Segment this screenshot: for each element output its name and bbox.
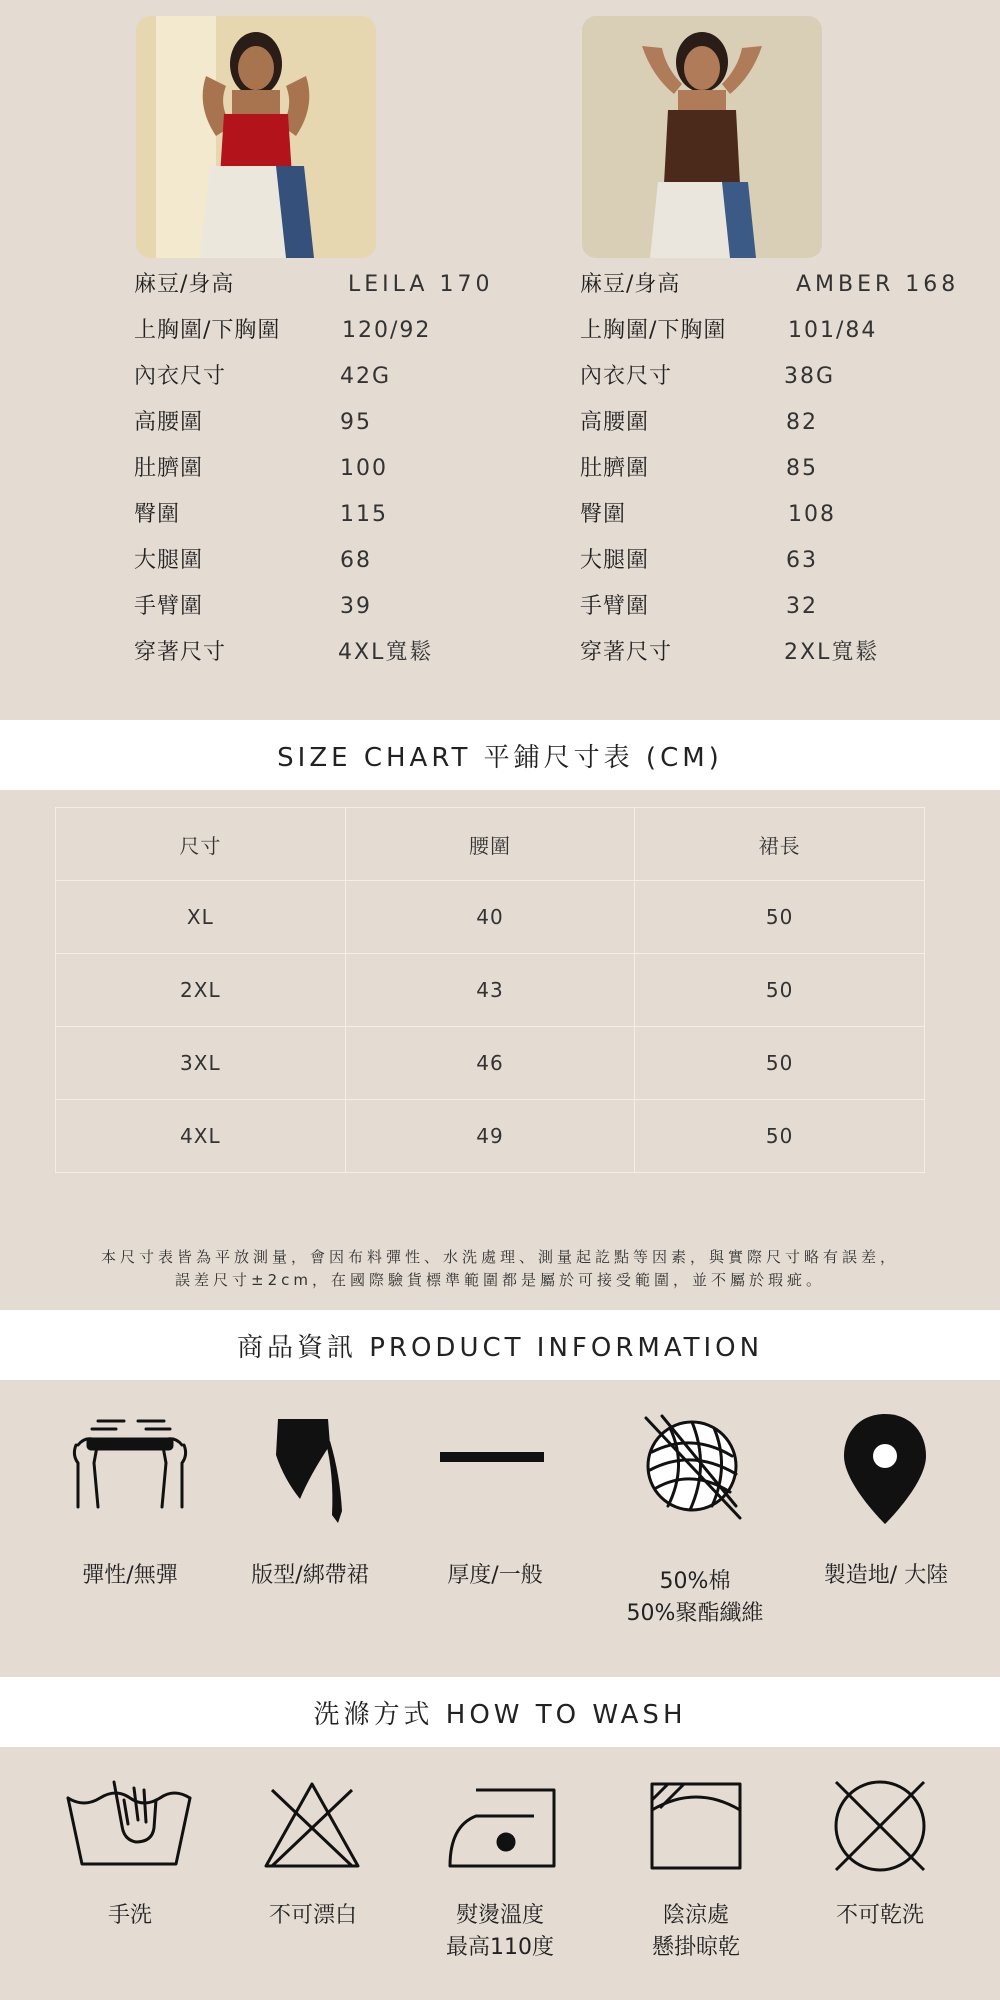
measurement-label: 上胸圍/下胸圍 bbox=[134, 318, 281, 343]
iron-icon bbox=[446, 1786, 558, 1870]
table-cell: 40 bbox=[345, 881, 635, 954]
measurement-label: 內衣尺寸 bbox=[580, 364, 673, 389]
no-dry-clean-icon bbox=[830, 1778, 930, 1874]
measurement-label: 穿著尺寸 bbox=[134, 640, 227, 665]
measurement-label: 臀圍 bbox=[580, 502, 627, 527]
measurement-label: 肚臍圍 bbox=[580, 456, 650, 481]
wash-caption bbox=[30, 1900, 230, 1932]
table-cell: 50 bbox=[635, 1100, 925, 1173]
measurement-label: 手臂圍 bbox=[134, 594, 204, 619]
measurement-value: 100 bbox=[340, 456, 388, 481]
measurement-label: 大腿圍 bbox=[580, 548, 650, 573]
caption-line: 50%聚酯纖維 bbox=[626, 1601, 764, 1626]
caption-line: 彈性/無彈 bbox=[82, 1563, 178, 1588]
model-photo-amber bbox=[582, 16, 822, 258]
measurement-value: 115 bbox=[340, 502, 388, 527]
measurement-value: 2XL寬鬆 bbox=[784, 640, 880, 665]
hand-wash-icon bbox=[64, 1780, 194, 1866]
product-info-caption bbox=[395, 1560, 595, 1592]
measurement-value: 120/92 bbox=[342, 318, 432, 343]
table-cell: 50 bbox=[635, 881, 925, 954]
measurement-label: 內衣尺寸 bbox=[134, 364, 227, 389]
table-cell: 50 bbox=[635, 1027, 925, 1100]
measurement-value: 4XL寬鬆 bbox=[338, 640, 434, 665]
table-row bbox=[56, 954, 925, 1027]
product-info-caption bbox=[210, 1560, 410, 1592]
measurement-value: 42G bbox=[340, 364, 392, 389]
caption-line: 熨燙溫度 bbox=[455, 1903, 544, 1928]
caption-line: 陰涼處 bbox=[662, 1903, 729, 1928]
table-header-cell: 腰圍 bbox=[345, 808, 635, 881]
wash-title: 洗滌方式 HOW TO WASH bbox=[313, 1699, 687, 1730]
measurement-label: 臀圍 bbox=[134, 502, 181, 527]
measurement-value: 68 bbox=[340, 548, 372, 573]
caption-line: 懸掛晾乾 bbox=[651, 1935, 740, 1960]
tie-skirt-icon bbox=[270, 1415, 350, 1527]
location-pin-icon bbox=[840, 1412, 930, 1526]
table-cell: 46 bbox=[345, 1027, 635, 1100]
measurement-value: 95 bbox=[340, 410, 372, 435]
size-chart-banner bbox=[0, 720, 1000, 790]
table-header-cell: 尺寸 bbox=[56, 808, 346, 881]
model-photo-leila bbox=[136, 16, 376, 258]
thickness-line-icon bbox=[440, 1450, 544, 1464]
table-cell: 50 bbox=[635, 954, 925, 1027]
measurement-value: AMBER 168 bbox=[796, 272, 960, 297]
table-cell: XL bbox=[56, 881, 346, 954]
measurement-value: 39 bbox=[340, 594, 372, 619]
measurement-value: 63 bbox=[786, 548, 818, 573]
measurement-value: LEILA 170 bbox=[348, 272, 494, 297]
measurement-value: 82 bbox=[786, 410, 818, 435]
table-cell: 2XL bbox=[56, 954, 346, 1027]
table-row bbox=[56, 881, 925, 954]
measurement-label: 高腰圍 bbox=[580, 410, 650, 435]
table-cell: 3XL bbox=[56, 1027, 346, 1100]
measurement-note-line1: 本尺寸表皆為平放測量，會因布料彈性、水洗處理、測量起訖點等因素，與實際尺寸略有誤差， bbox=[100, 1248, 899, 1266]
size-chart-title: SIZE CHART 平鋪尺寸表 (CM) bbox=[277, 742, 723, 773]
measurement-label: 麻豆/身高 bbox=[134, 272, 235, 297]
wash-caption bbox=[400, 1900, 600, 1964]
table-header-row bbox=[56, 808, 925, 881]
caption-line: 不可漂白 bbox=[268, 1903, 357, 1928]
measurement-label: 高腰圍 bbox=[134, 410, 204, 435]
product-info-title: 商品資訊 PRODUCT INFORMATION bbox=[236, 1332, 764, 1363]
measurement-note-line2: 誤差尺寸±2cm，在國際驗貨標準範圍都是屬於可接受範圍，並不屬於瑕疵。 bbox=[175, 1271, 825, 1289]
stretch-hands-icon bbox=[68, 1415, 192, 1509]
measurement-label: 肚臍圍 bbox=[134, 456, 204, 481]
table-header-cell: 裙長 bbox=[635, 808, 925, 881]
caption-line: 厚度/一般 bbox=[447, 1563, 543, 1588]
measurement-value: 38G bbox=[784, 364, 836, 389]
caption-line: 不可乾洗 bbox=[835, 1903, 924, 1928]
caption-line: 最高110度 bbox=[446, 1935, 554, 1960]
table-row bbox=[56, 1100, 925, 1173]
caption-line: 版型/綁帶裙 bbox=[251, 1563, 369, 1588]
table-cell: 43 bbox=[345, 954, 635, 1027]
no-bleach-icon bbox=[262, 1780, 362, 1870]
measurement-value: 32 bbox=[786, 594, 818, 619]
measurement-value: 85 bbox=[786, 456, 818, 481]
measurement-value: 108 bbox=[788, 502, 836, 527]
wash-banner bbox=[0, 1677, 1000, 1747]
product-info-caption bbox=[30, 1560, 230, 1592]
size-chart-table bbox=[55, 807, 925, 1173]
measurement-value: 101/84 bbox=[788, 318, 878, 343]
yarn-ball-icon bbox=[640, 1412, 750, 1524]
measurement-label: 上胸圍/下胸圍 bbox=[580, 318, 727, 343]
caption-line: 50%棉 bbox=[659, 1569, 731, 1594]
table-row bbox=[56, 1027, 925, 1100]
measurement-label: 手臂圍 bbox=[580, 594, 650, 619]
table-cell: 49 bbox=[345, 1100, 635, 1173]
table-cell: 4XL bbox=[56, 1100, 346, 1173]
wash-caption bbox=[596, 1900, 796, 1964]
caption-line: 手洗 bbox=[107, 1903, 152, 1928]
product-info-caption bbox=[595, 1566, 795, 1630]
measurement-label: 麻豆/身高 bbox=[580, 272, 681, 297]
product-info-caption bbox=[786, 1560, 986, 1592]
product-info-banner bbox=[0, 1310, 1000, 1380]
wash-caption bbox=[780, 1900, 980, 1932]
measurement-label: 穿著尺寸 bbox=[580, 640, 673, 665]
wash-caption bbox=[213, 1900, 413, 1932]
measurement-label: 大腿圍 bbox=[134, 548, 204, 573]
shade-dry-icon bbox=[648, 1780, 744, 1872]
caption-line: 製造地/ 大陸 bbox=[823, 1563, 949, 1588]
